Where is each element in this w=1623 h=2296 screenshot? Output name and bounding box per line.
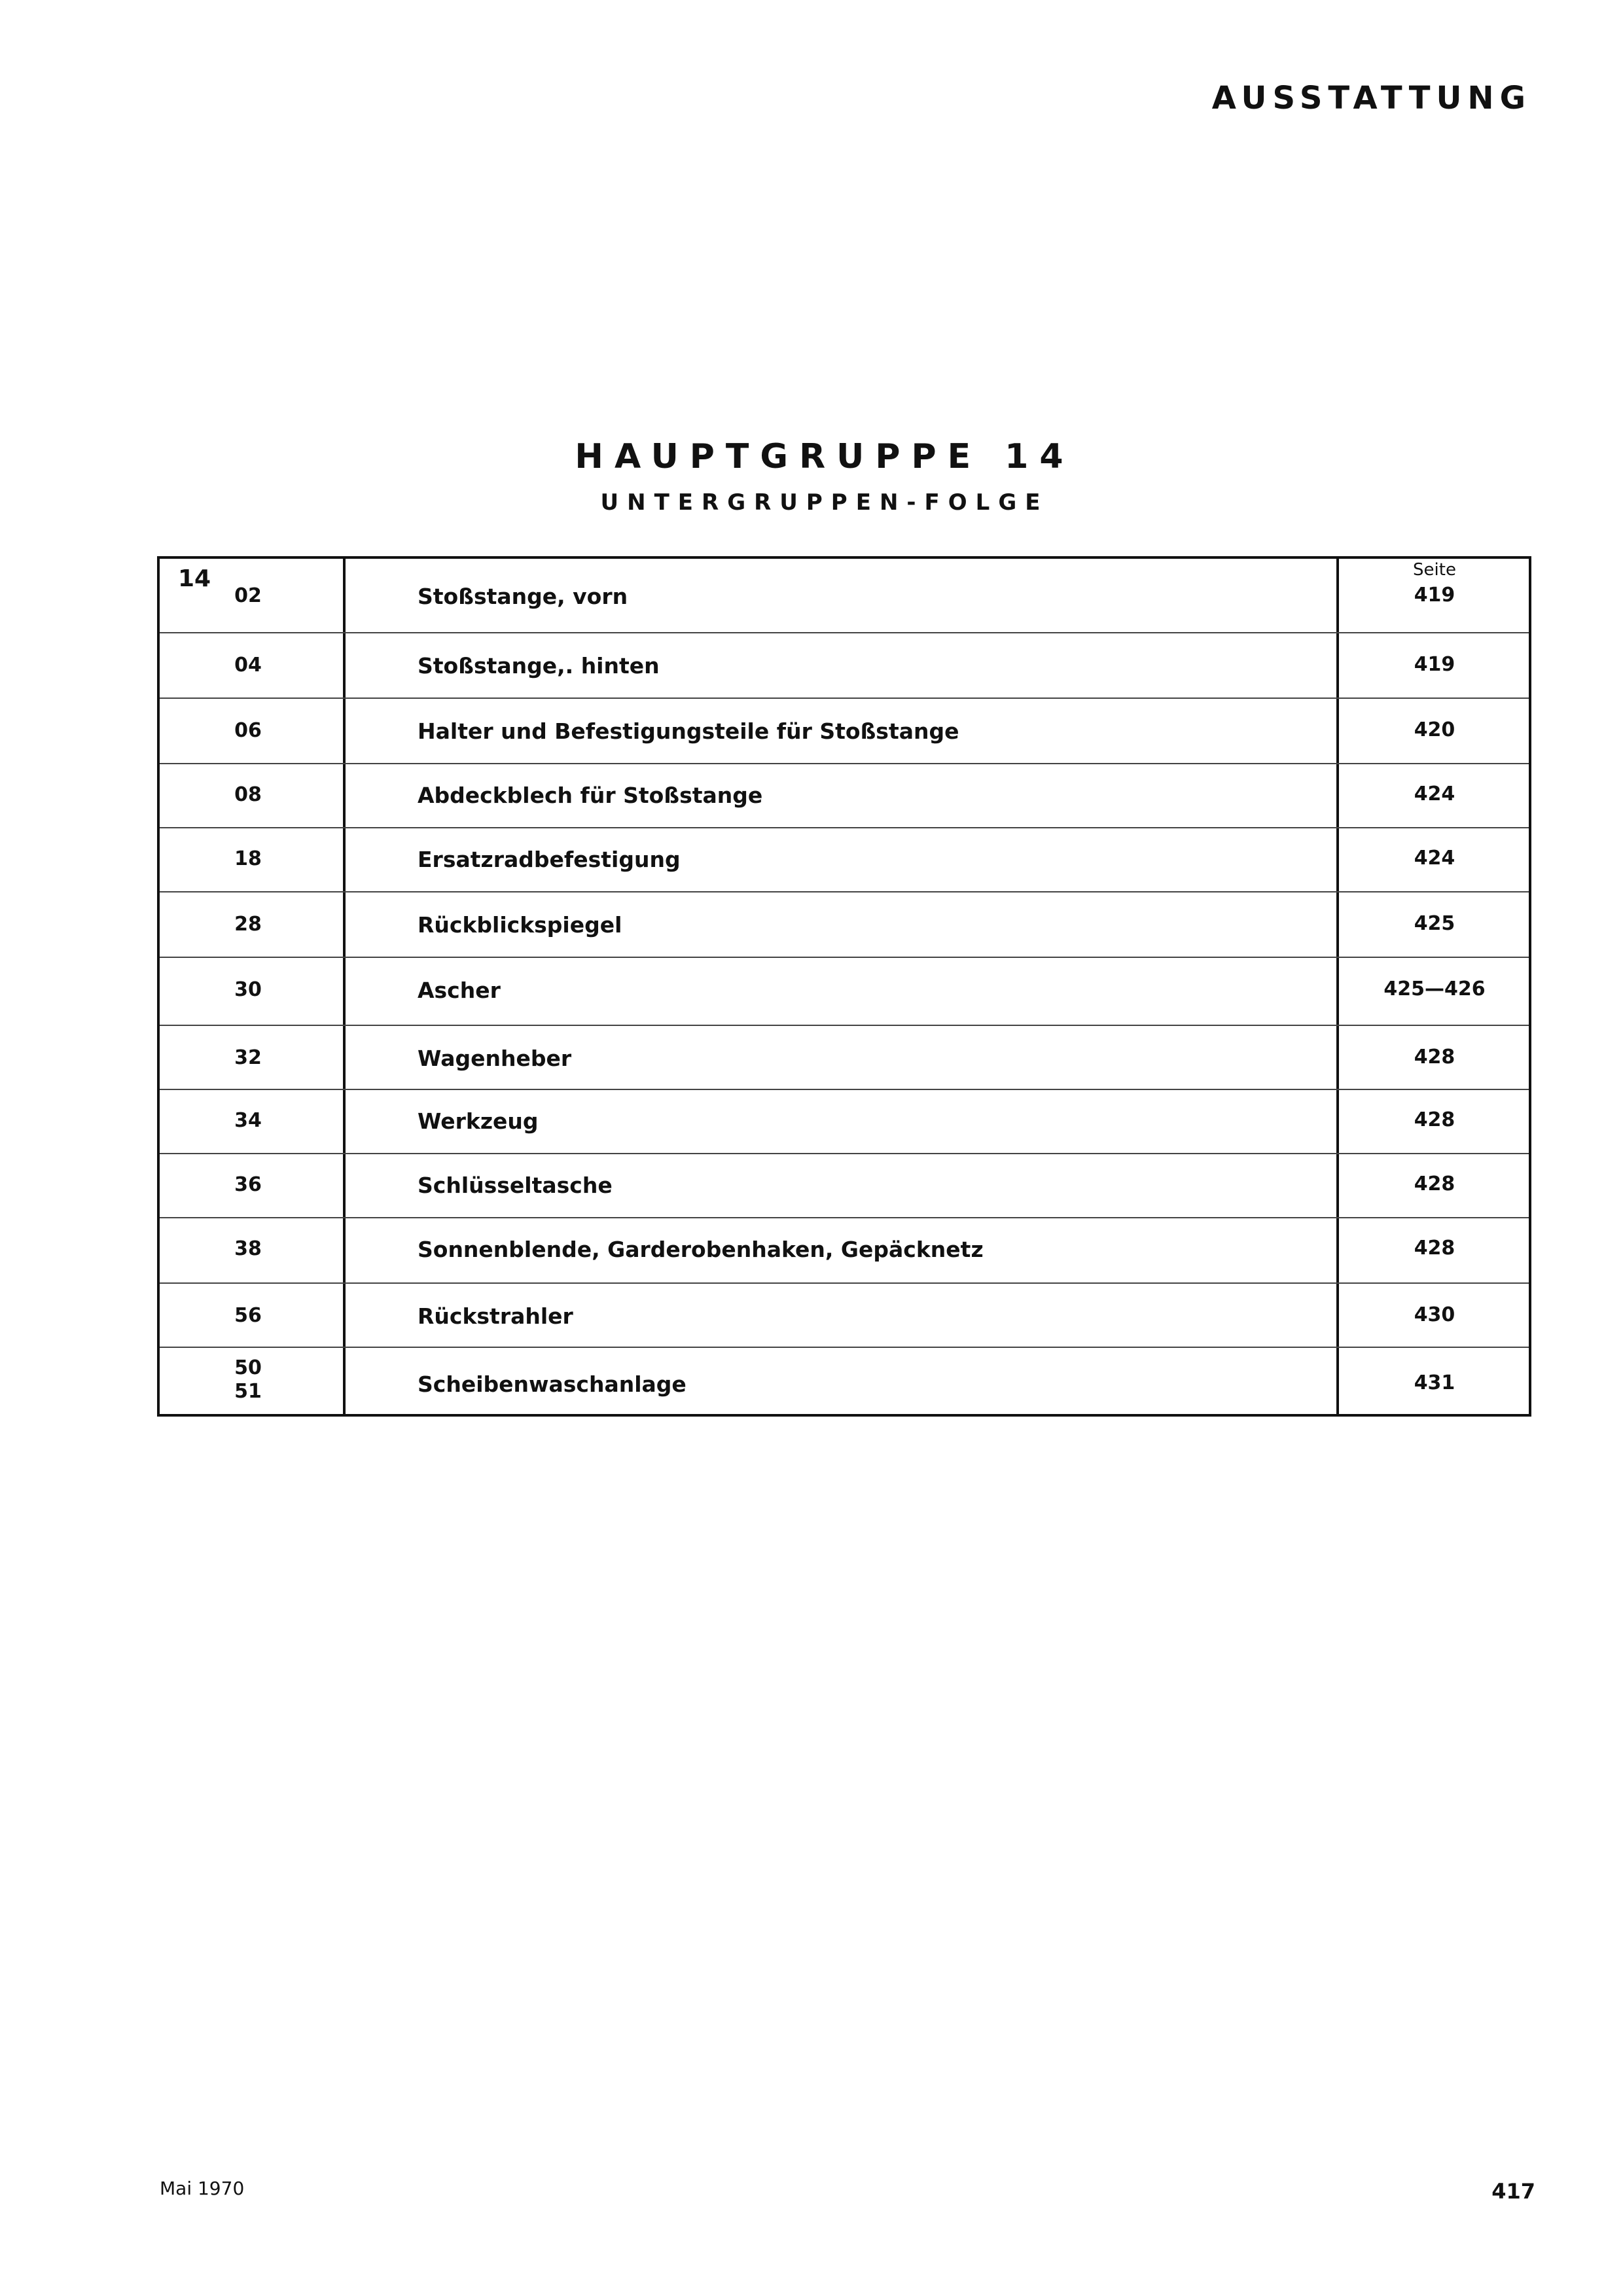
subgroup-description: Halter und Befestigungsteile für Stoßstange: [418, 718, 959, 744]
page-reference: 425—426: [1383, 978, 1486, 1000]
subgroup-code: 50: [234, 1356, 262, 1379]
subgroup-sequence-title: UNTERGRUPPEN-FOLGE: [600, 489, 1049, 516]
subgroup-description: Rückblickspiegel: [418, 912, 622, 938]
subgroup-description: Ascher: [418, 978, 501, 1003]
table-row: [160, 633, 1529, 699]
main-group-title: HAUPTGRUPPE 14: [575, 437, 1075, 476]
table-row: [160, 1154, 1529, 1218]
subgroup-code: 51: [234, 1380, 262, 1403]
section-title: AUSSTATTUNG: [1211, 80, 1531, 116]
subgroup-description: Stoßstange, vorn: [418, 584, 628, 609]
subgroup-description: Scheibenwaschanlage: [418, 1371, 687, 1397]
subgroup-code: 32: [234, 1046, 262, 1069]
page-reference: 428: [1414, 1108, 1455, 1131]
table-row: [160, 764, 1529, 828]
subgroup-code: 30: [234, 978, 262, 1001]
subgroup-description: Werkzeug: [418, 1108, 539, 1134]
subgroup-description: Abdeckblech für Stoßstange: [418, 783, 763, 808]
subgroup-code: 18: [234, 847, 262, 870]
table-row: [160, 958, 1529, 1026]
subgroup-table: [157, 556, 1531, 1417]
page-reference: 428: [1414, 1173, 1455, 1195]
table-row: [160, 1218, 1529, 1284]
table-row: [160, 828, 1529, 892]
group-number: 14: [178, 565, 211, 592]
page-reference: 428: [1414, 1046, 1455, 1069]
subgroup-code: 38: [234, 1237, 262, 1260]
table-row: [160, 1348, 1529, 1417]
table-row: [160, 559, 1529, 633]
footer-date: Mai 1970: [160, 2178, 245, 2199]
page-reference: 428: [1414, 1237, 1455, 1260]
footer-page-number: 417: [1491, 2179, 1535, 2204]
subgroup-code: 02: [234, 584, 262, 607]
page-reference: 419: [1414, 653, 1455, 676]
table-row: [160, 892, 1529, 958]
page-column-header: Seite: [1413, 560, 1456, 580]
page-reference: 419: [1414, 584, 1455, 607]
subgroup-description: Ersatzradbefestigung: [418, 847, 681, 872]
subgroup-description: Stoßstange,. hinten: [418, 653, 660, 679]
subgroup-code: 36: [234, 1173, 262, 1196]
table-row: [160, 1284, 1529, 1348]
page-reference: 424: [1414, 783, 1455, 805]
subgroup-code: 04: [234, 654, 262, 677]
table-row: [160, 1026, 1529, 1090]
subgroup-code: 28: [234, 913, 262, 936]
subgroup-description: Schlüsseltasche: [418, 1173, 613, 1198]
table-row: [160, 1090, 1529, 1154]
page-reference: 424: [1414, 847, 1455, 870]
subgroup-description: Wagenheber: [418, 1046, 572, 1071]
subgroup-description: Rückstrahler: [418, 1303, 573, 1329]
subgroup-code: 06: [234, 719, 262, 742]
subgroup-code: 34: [234, 1109, 262, 1132]
subgroup-code: 56: [234, 1304, 262, 1327]
subgroup-code: 08: [234, 783, 262, 806]
page-reference: 430: [1414, 1303, 1455, 1326]
page-reference: 420: [1414, 718, 1455, 741]
subgroup-description: Sonnenblende, Garderobenhaken, Gepäcknetz: [418, 1237, 984, 1262]
page-reference: 425: [1414, 912, 1455, 935]
page-reference: 431: [1414, 1371, 1455, 1394]
table-row: [160, 699, 1529, 764]
